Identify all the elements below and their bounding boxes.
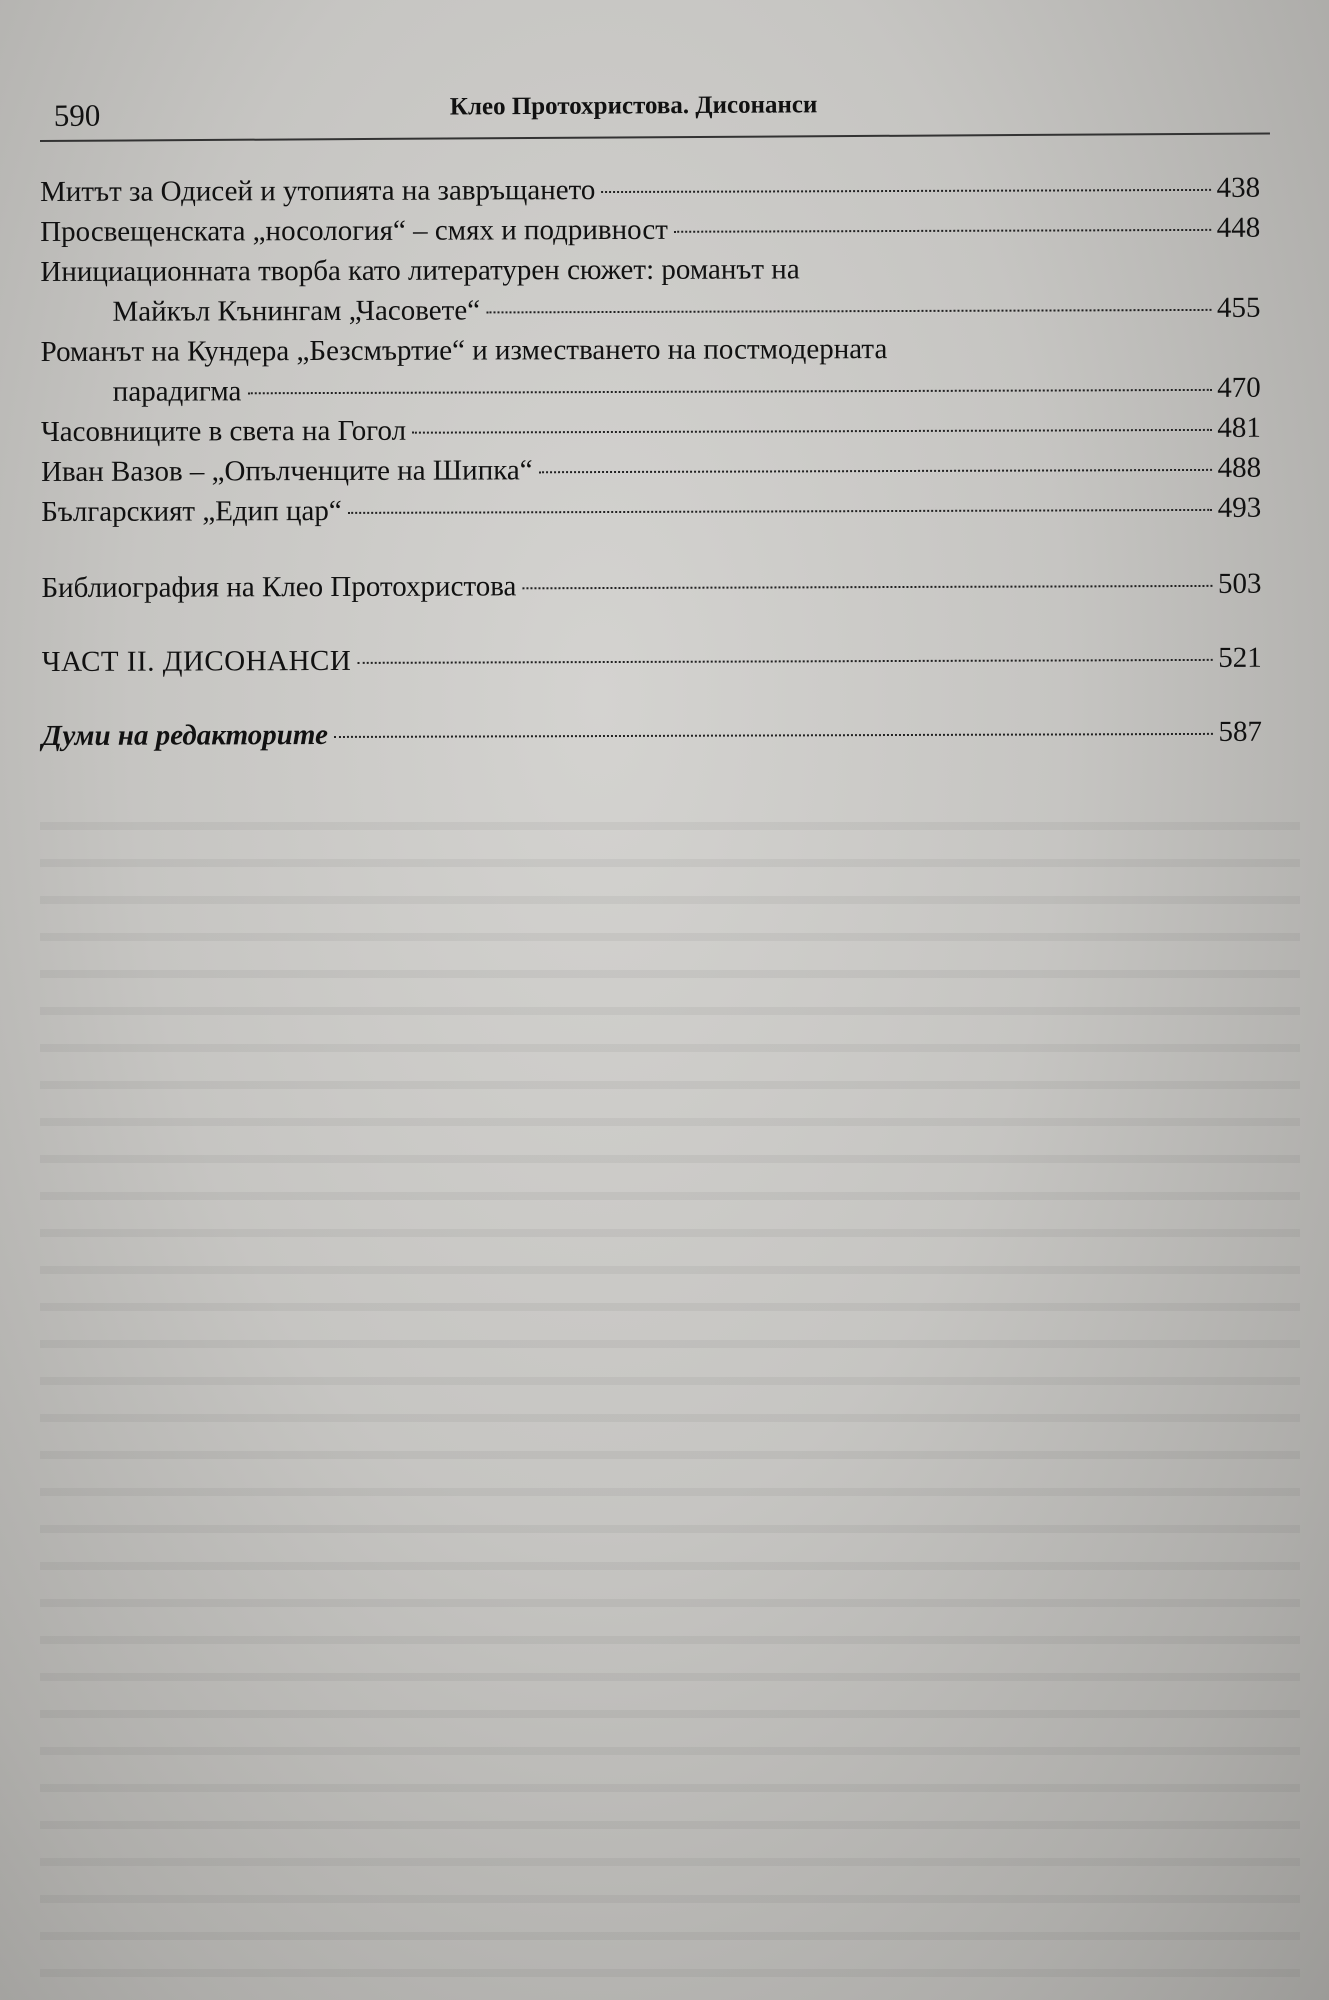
toc-entry-title: Митът за Одисей и утопията на завръщането — [40, 174, 596, 208]
toc-entry-page: 493 — [1217, 491, 1262, 524]
running-title: Клео Протохристова. Дисонанси — [449, 91, 818, 121]
toc-entry-page: 521 — [1218, 641, 1262, 674]
toc-entry-page: 481 — [1217, 411, 1261, 444]
toc-entry — [41, 448, 1261, 492]
page — [40, 90, 1270, 756]
toc-entry-title-line1: Романът на Кундера „Безсмъртие“ и изместването на постмодерната — [40, 333, 888, 368]
toc-entry — [41, 408, 1261, 452]
dot-leader — [522, 585, 1212, 589]
toc-entry-bibliography — [41, 564, 1261, 608]
toc-entry-title-line2: Майкъл Кънингам „Часовете“ — [112, 294, 481, 328]
dot-leader — [348, 509, 1212, 514]
toc-entry-page: 438 — [1216, 171, 1261, 204]
dot-leader — [601, 189, 1210, 193]
dot-leader — [539, 469, 1212, 473]
toc-entry-page: 503 — [1217, 567, 1262, 600]
toc-entry-title: Часовниците в света на Гогол — [40, 414, 407, 448]
toc-entry-page: 587 — [1218, 715, 1263, 748]
toc-entry-title: Българският „Едип цар“ — [41, 494, 342, 528]
dot-leader — [334, 733, 1213, 738]
toc-entry-page: 470 — [1217, 371, 1261, 404]
toc-entry-page: 455 — [1216, 291, 1261, 324]
show-through-text — [40, 800, 1300, 2000]
toc-entry — [40, 168, 1260, 212]
toc-entry — [41, 368, 1261, 412]
dot-leader — [247, 389, 1211, 394]
toc-entry-part-two — [42, 638, 1262, 682]
toc-entry-page: 488 — [1217, 451, 1262, 484]
toc-entry — [40, 208, 1260, 252]
toc-entry-title: Просвещенската „носология“ – смях и подривност — [40, 213, 668, 248]
dot-leader — [486, 309, 1211, 314]
toc-entry-title-line2: парадигма — [112, 375, 242, 408]
toc-entry — [41, 488, 1261, 532]
dot-leader — [412, 429, 1211, 434]
toc-entry-title: Иван Вазов – „Опълченците на Шипка“ — [40, 454, 533, 488]
dot-leader — [674, 229, 1211, 233]
table-of-contents — [40, 168, 1262, 756]
toc-entry-title: Думи на редакторите — [41, 718, 329, 752]
toc-entry-editors-words — [42, 712, 1262, 756]
dot-leader — [357, 659, 1212, 664]
toc-entry-title: Библиография на Клео Протохристова — [41, 570, 517, 604]
page-number: 590 — [53, 97, 101, 133]
toc-entry-title-line1: Инициационната творба като литературен сюжет: романът на — [40, 253, 800, 288]
running-header — [40, 82, 1270, 142]
toc-entry-title: ЧАСТ II. ДИСОНАНСИ — [41, 644, 352, 678]
toc-entry — [40, 288, 1260, 332]
toc-entry-page: 448 — [1216, 211, 1261, 244]
